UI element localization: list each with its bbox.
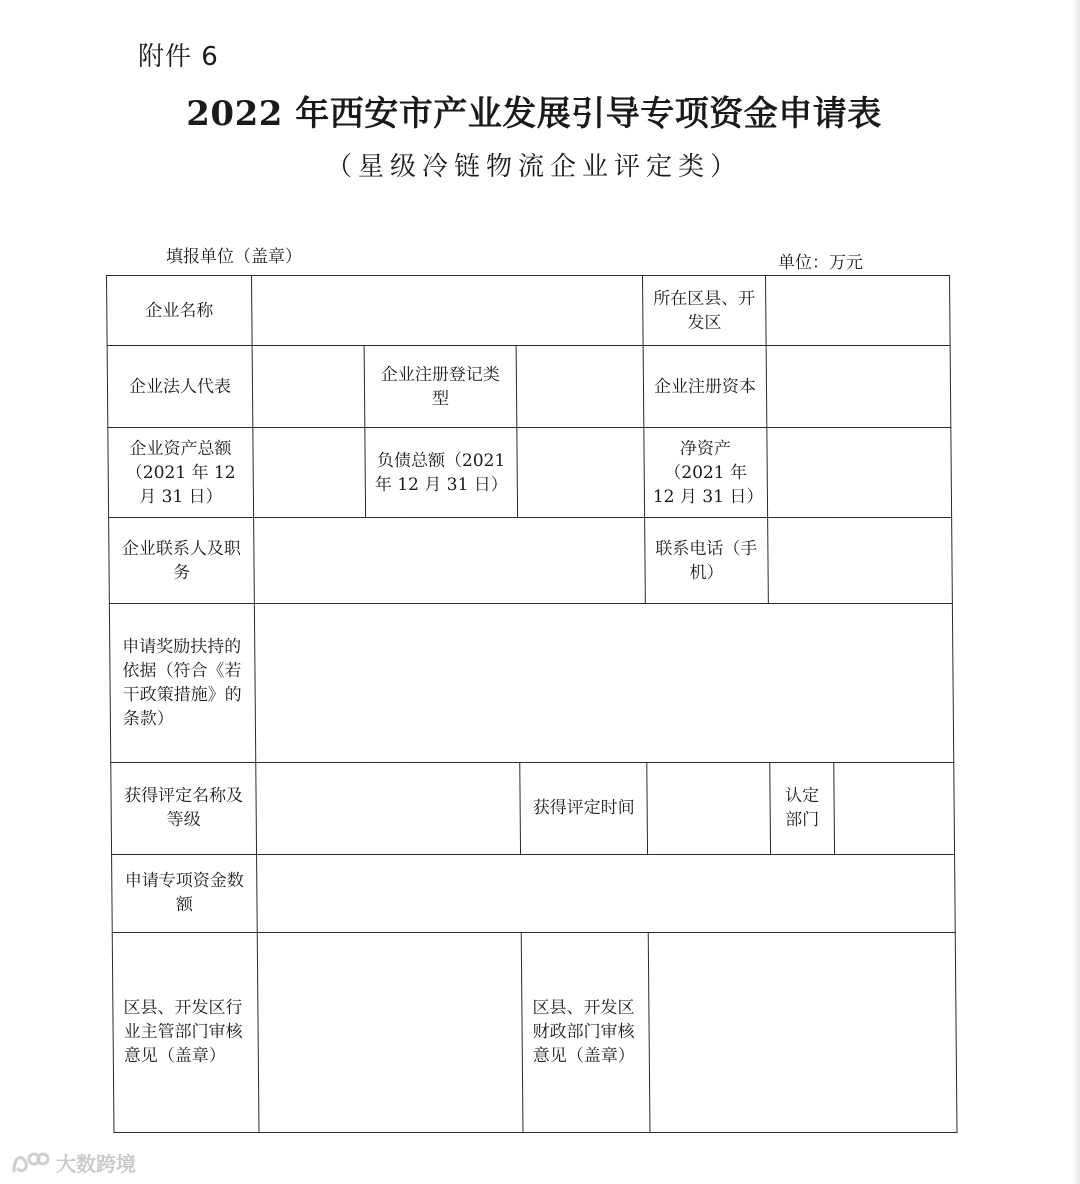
reg-type-field[interactable] — [516, 346, 644, 428]
table-row — [108, 428, 952, 518]
total-assets-label: 企业资产总额（2021 年 12 月 31 日） — [108, 428, 254, 518]
district-review-label: 区县、开发区行业主管部门审核意见（盖章） — [112, 932, 259, 1132]
net-assets-field[interactable] — [767, 428, 952, 518]
reg-type-label: 企业注册登记类型 — [364, 346, 517, 428]
form-table — [106, 275, 957, 1133]
basis-field[interactable] — [254, 604, 953, 762]
table-row — [109, 518, 953, 604]
amount-field[interactable] — [257, 854, 956, 932]
company-name-label: 企业名称 — [107, 276, 253, 346]
total-assets-field[interactable] — [253, 428, 366, 518]
reg-capital-label: 企业注册资本 — [643, 346, 767, 428]
net-assets-label: 净资产（2021 年 12 月 31 日） — [644, 428, 768, 518]
total-liabilities-field[interactable] — [517, 428, 645, 518]
attachment-label: 附件 6 — [138, 42, 219, 72]
legal-rep-label: 企业法人代表 — [107, 346, 253, 428]
finance-review-field[interactable] — [648, 932, 957, 1132]
finance-review-label: 区县、开发区财政部门审核意见（盖章） — [521, 932, 650, 1132]
application-form — [100, 275, 961, 1135]
phone-label: 联系电话（手机） — [645, 518, 769, 604]
rating-name-label: 获得评定名称及等级 — [111, 762, 257, 854]
rating-name-field[interactable] — [256, 762, 521, 854]
contact-label: 企业联系人及职务 — [109, 518, 255, 604]
district-field[interactable] — [766, 276, 951, 346]
total-liabilities-label: 负债总额（2021 年 12 月 31 日） — [365, 428, 518, 518]
table-row — [107, 276, 951, 346]
phone-field[interactable] — [768, 518, 953, 604]
basis-label: 申请奖励扶持的依据（符合《若干政策措施》的条款） — [109, 604, 255, 762]
company-name-field[interactable] — [252, 276, 644, 346]
contact-field[interactable] — [254, 518, 646, 604]
filler-unit-label: 填报单位（盖章） — [166, 247, 302, 267]
table-row — [111, 762, 955, 854]
page-edge — [1072, 0, 1080, 1184]
currency-unit-label: 单位：万元 — [778, 253, 863, 273]
district-review-field[interactable] — [257, 932, 523, 1132]
watermark-text: 大数跨境 — [56, 1152, 136, 1176]
watermark — [10, 1148, 136, 1177]
rating-time-field[interactable] — [647, 762, 771, 854]
table-row — [112, 932, 957, 1132]
table-row — [109, 604, 953, 762]
reg-capital-field[interactable] — [766, 346, 951, 428]
amount-label: 申请专项资金数额 — [112, 854, 258, 932]
district-label: 所在区县、开发区 — [643, 276, 767, 346]
form-subtitle: （星级冷链物流企业评定类） — [325, 152, 742, 182]
table-row — [112, 854, 956, 932]
certifier-label: 认定部门 — [770, 762, 835, 854]
watermark-logo-icon — [10, 1149, 50, 1177]
certifier-field[interactable] — [834, 762, 955, 854]
legal-rep-field[interactable] — [252, 346, 365, 428]
table-row — [107, 346, 951, 428]
form-title: 2022 年西安市产业发展引导专项资金申请表 — [186, 94, 882, 134]
rating-time-label: 获得评定时间 — [520, 762, 648, 854]
